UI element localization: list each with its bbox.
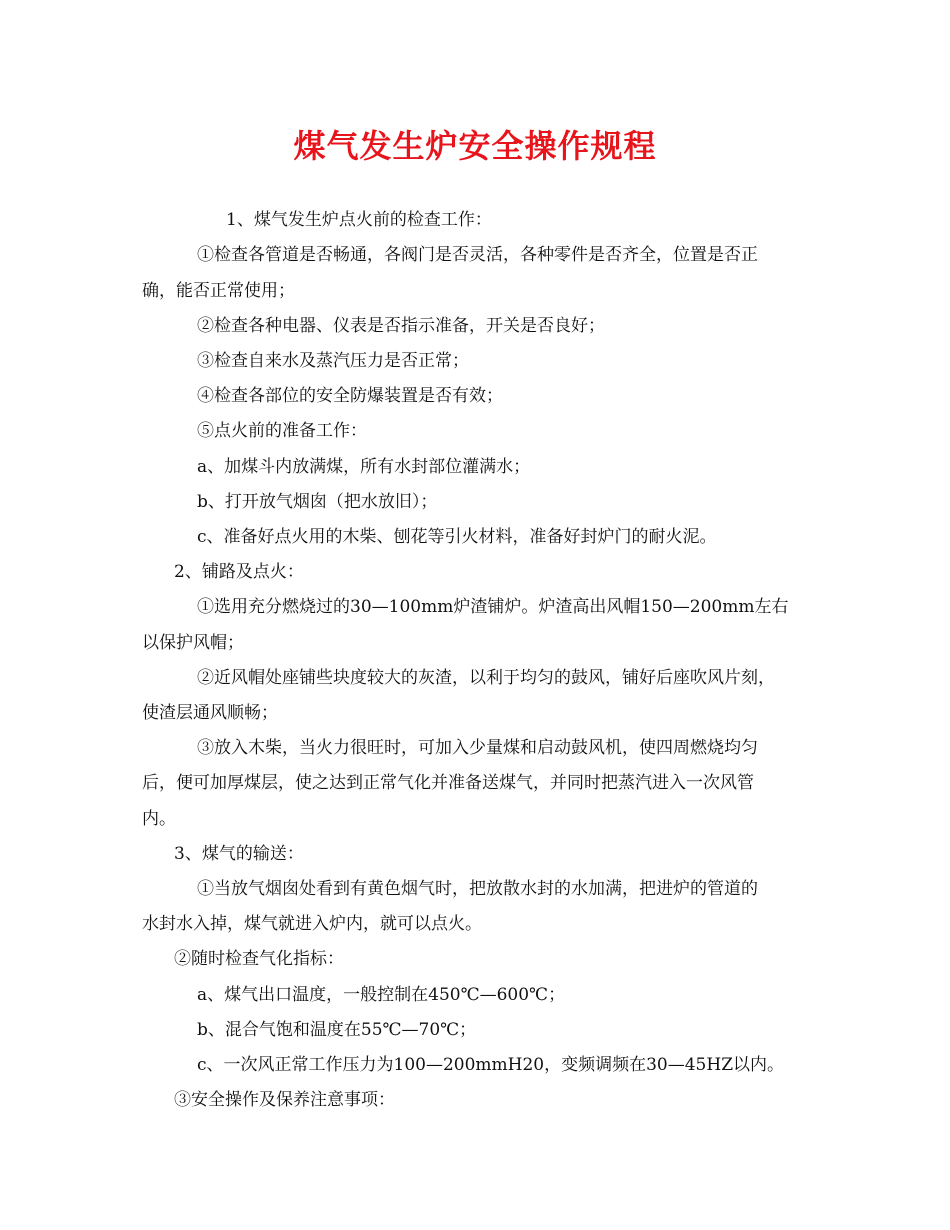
paragraph-line: c、一次风正常工作压力为100—200mmH20，变频调频在30—45HZ以内。	[197, 1055, 785, 1075]
paragraph-line: 后，便可加厚煤层，使之达到正常气化并准备送煤气，并同时把蒸汽进入一次风管	[142, 773, 754, 793]
paragraph-line: ③安全操作及保养注意事项：	[174, 1090, 395, 1110]
paragraph-line: ⑤点火前的准备工作：	[197, 421, 367, 441]
paragraph-line: 以保护风帽；	[142, 633, 244, 653]
paragraph-line: 1、煤气发生炉点火前的检查工作：	[226, 210, 492, 230]
paragraph-line: b、混合气饱和温度在55℃—70℃；	[197, 1020, 477, 1040]
paragraph-line: 使渣层通风顺畅；	[142, 703, 278, 723]
paragraph-line: a、煤气出口温度，一般控制在450℃—600℃；	[197, 985, 566, 1005]
paragraph-line: ①选用充分燃烧过的30—100mm炉渣铺炉。炉渣高出风帽150—200mm左右	[197, 597, 789, 617]
paragraph-line: 3、煤气的输送：	[174, 844, 304, 864]
paragraph-line: ②随时检查气化指标：	[174, 949, 344, 969]
paragraph-line: ②检查各种电器、仪表是否指示准备，开关是否良好；	[197, 316, 605, 336]
document-title: 煤气发生炉安全操作规程	[293, 127, 657, 165]
paragraph-line: ①检查各管道是否畅通，各阀门是否灵活，各种零件是否齐全，位置是否正	[197, 245, 758, 265]
paragraph-line: a、加煤斗内放满煤，所有水封部位灌满水；	[197, 457, 531, 477]
paragraph-line: 水封水入掉，煤气就进入炉内，就可以点火。	[142, 914, 482, 934]
paragraph-line: ③检查自来水及蒸汽压力是否正常；	[197, 351, 469, 371]
paragraph-line: 2、铺路及点火：	[174, 562, 304, 582]
paragraph-line: 内。	[142, 809, 176, 829]
paragraph-line: 确，能否正常使用；	[142, 281, 295, 301]
paragraph-line: ①当放气烟囱处看到有黄色烟气时，把放散水封的水加满，把进炉的管道的	[197, 879, 758, 899]
paragraph-line: ④检查各部位的安全防爆装置是否有效；	[197, 386, 503, 406]
paragraph-line: b、打开放气烟囱（把水放旧）；	[197, 492, 438, 512]
paragraph-line: c、准备好点火用的木柴、刨花等引火材料，准备好封炉门的耐火泥。	[197, 527, 717, 547]
paragraph-line: ②近风帽处座铺些块度较大的灰渣，以利于均匀的鼓风，铺好后座吹风片刻，	[197, 668, 775, 688]
paragraph-line: ③放入木柴，当火力很旺时，可加入少量煤和启动鼓风机，使四周燃烧均匀	[197, 738, 758, 758]
